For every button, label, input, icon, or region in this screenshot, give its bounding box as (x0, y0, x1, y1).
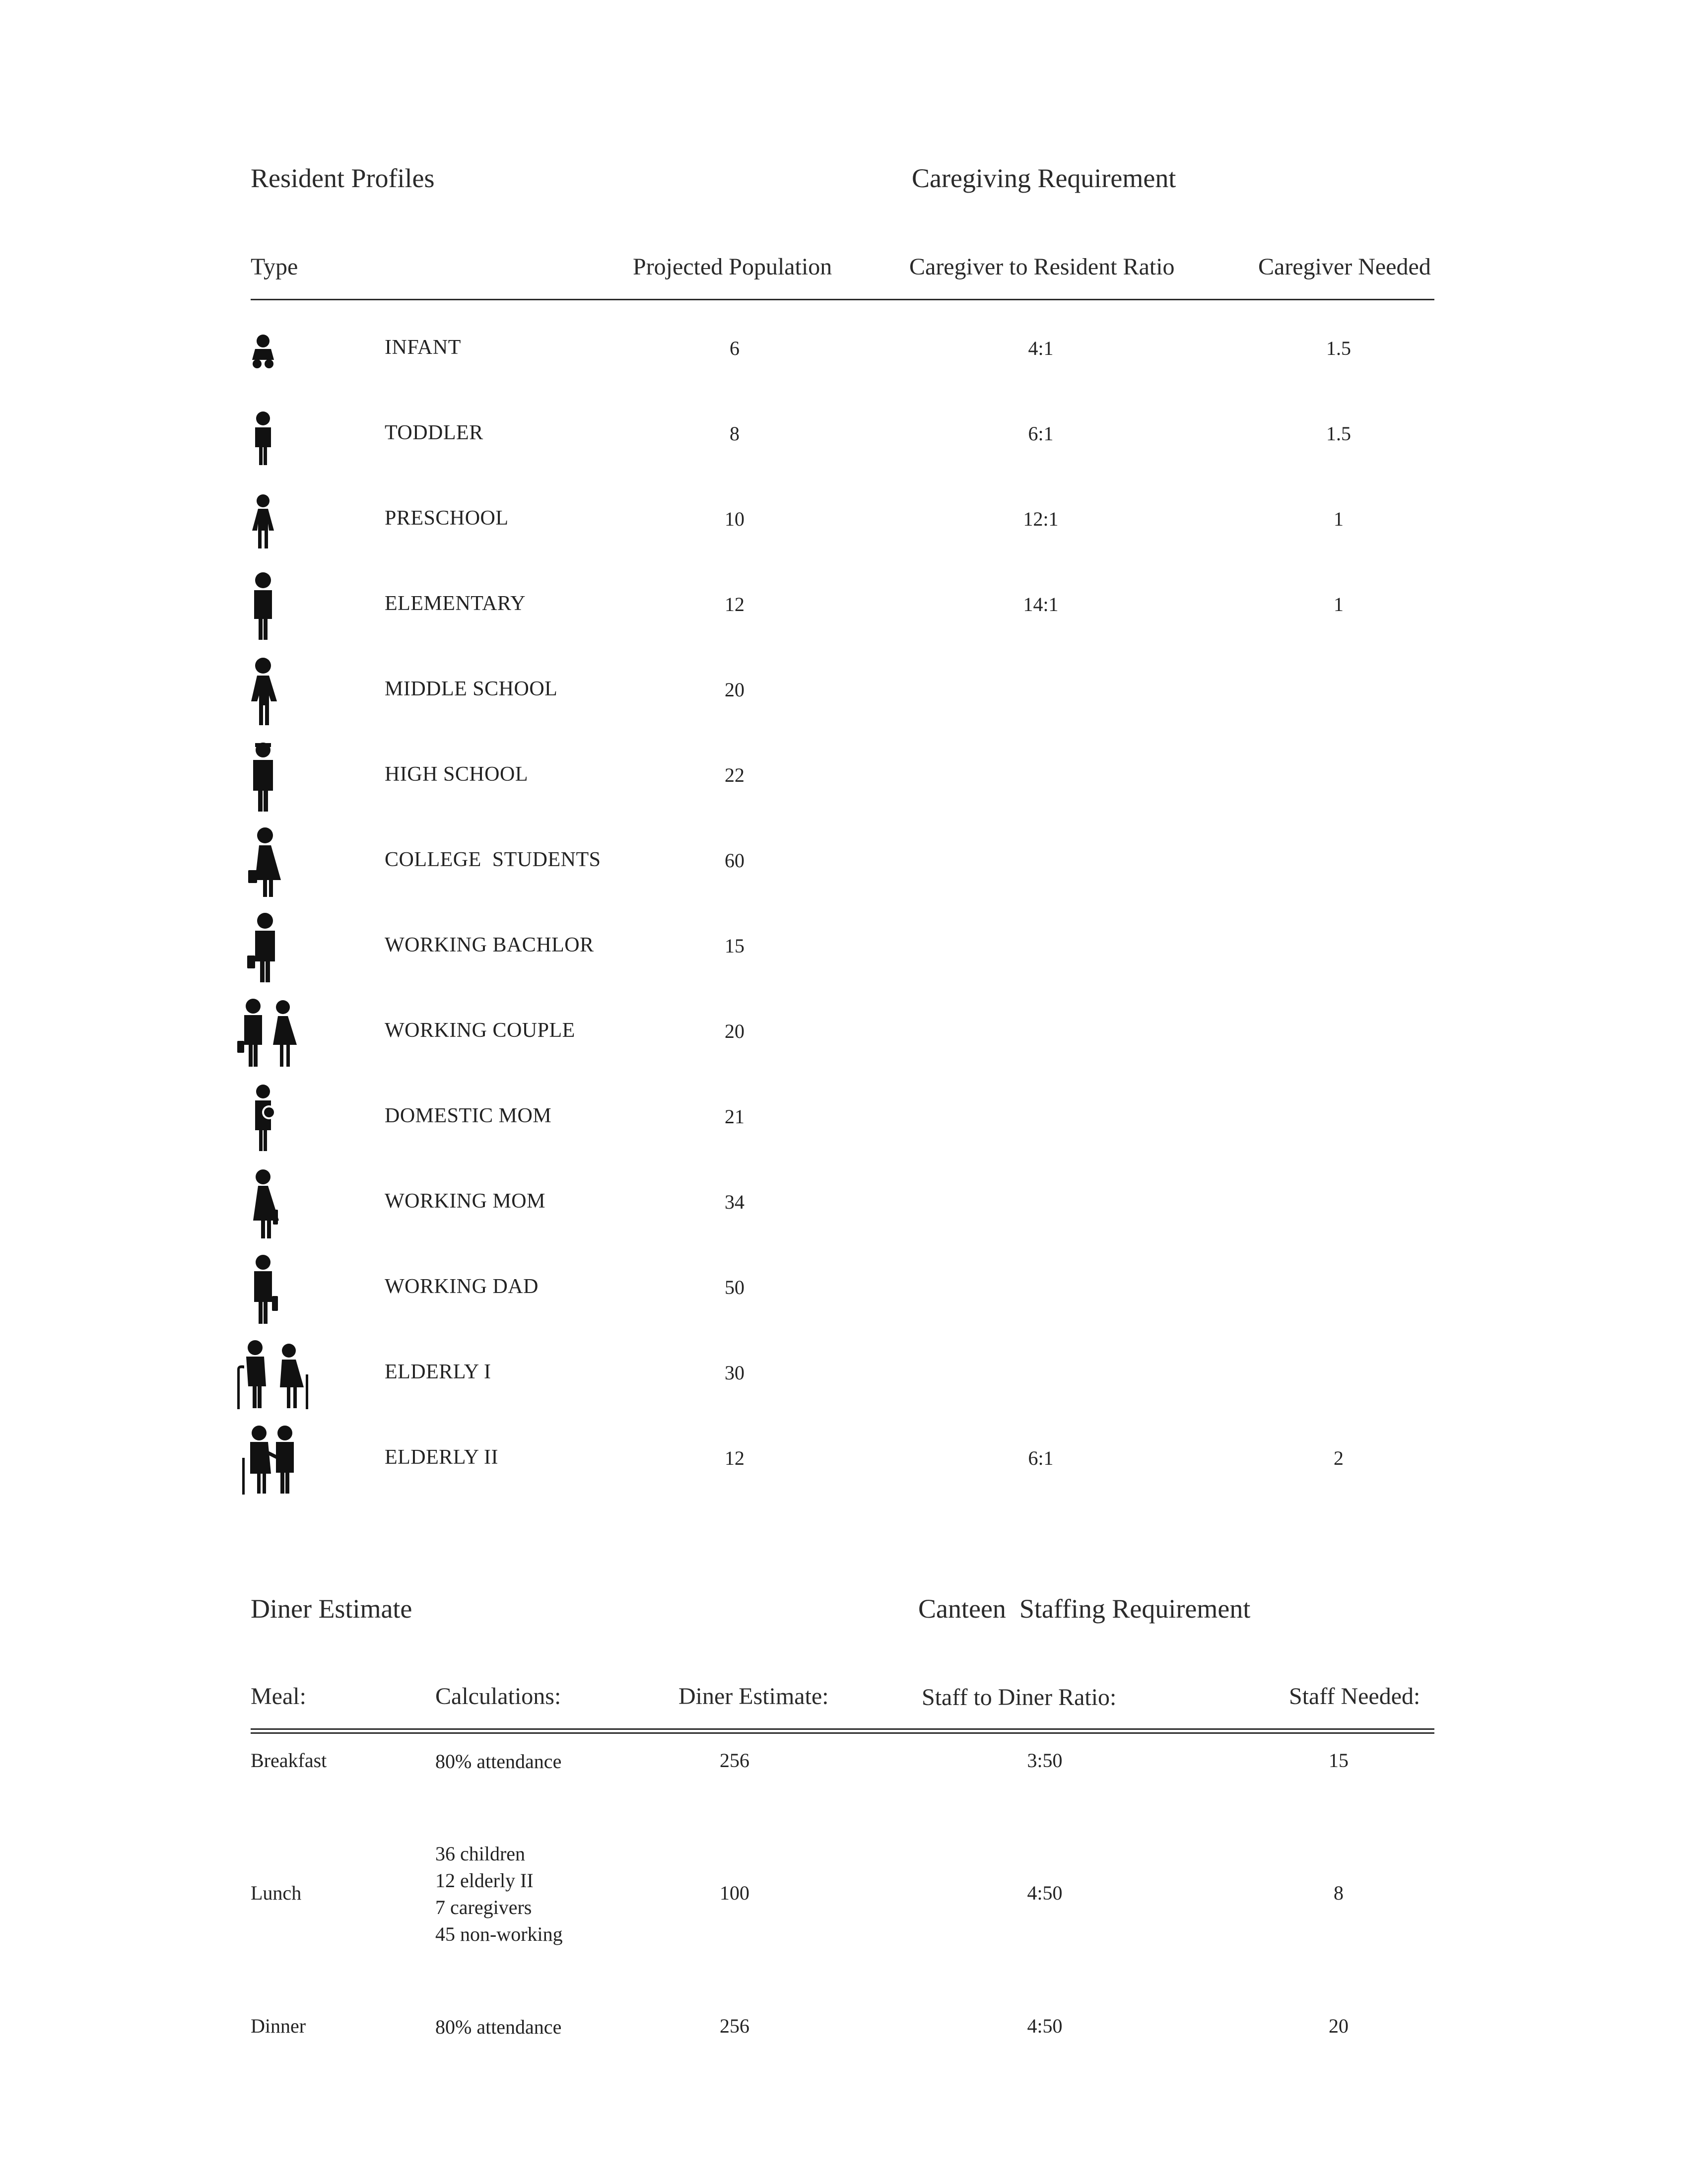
projected-population-value: 12 (725, 1447, 744, 1469)
calculation-line: 80% attendance (435, 1750, 562, 1773)
resident-profiles-title: Resident Profiles (251, 163, 435, 193)
infant-icon (233, 315, 333, 385)
meal-calculations (435, 1748, 561, 1775)
elderly-couple-icon (233, 1340, 333, 1409)
middle-school-icon (233, 657, 333, 726)
resident-type-label: TODDLER (385, 421, 483, 444)
staff-ratio-value: 4:50 (1027, 2015, 1063, 2037)
caregiver-ratio-value: 6:1 (1028, 422, 1054, 445)
caregiver-needed-value: 2 (1334, 1447, 1344, 1469)
college-student-icon (233, 827, 333, 897)
resident-type-label: WORKING BACHLOR (385, 934, 594, 956)
meal-header: Meal: (251, 1683, 306, 1709)
calculation-line: 45 non-working (435, 1923, 563, 1945)
staff-ratio-value: 4:50 (1027, 1882, 1063, 1904)
toddler-icon (233, 401, 333, 470)
calculation-line: 36 children (435, 1843, 526, 1865)
caregiver-needed-value: 1.5 (1326, 337, 1351, 359)
projected-population-value: 12 (725, 593, 744, 615)
resident-type-label: ELDERLY I (385, 1361, 491, 1383)
resident-type-label: ELDERLY II (385, 1446, 499, 1469)
resident-type-label: PRESCHOOL (385, 507, 509, 530)
staff-needed-value: 20 (1329, 2015, 1349, 2037)
diner-estimate-value: 100 (720, 1882, 749, 1904)
elementary-icon (233, 571, 333, 641)
elderly-assisted-icon (233, 1425, 333, 1495)
resident-type-label: DOMESTIC MOM (385, 1104, 552, 1127)
resident-type-label: HIGH SCHOOL (385, 763, 528, 786)
ratio-header: Caregiver to Resident Ratio (909, 254, 1175, 280)
caregiver-needed-value: 1.5 (1326, 422, 1351, 445)
resident-type-label: WORKING MOM (385, 1190, 545, 1213)
meal-calculations (435, 2014, 561, 2041)
caregiver-ratio-value: 6:1 (1028, 1447, 1054, 1469)
caregiver-ratio-value: 14:1 (1023, 593, 1059, 615)
staff-ratio-header: Staff to Diner Ratio: (922, 1684, 1117, 1710)
projected-population-value: 8 (730, 422, 740, 445)
diner-estimate-title: Diner Estimate (251, 1594, 412, 1624)
resident-type-label: INFANT (385, 336, 461, 359)
projected-population-value: 20 (725, 1020, 744, 1042)
calculations-header: Calculations: (435, 1683, 561, 1709)
caregiver-needed-value: 1 (1334, 508, 1344, 530)
projected-population-value: 15 (725, 935, 744, 957)
staff-needed-value: 8 (1334, 1882, 1344, 1904)
domestic-mom-icon (233, 1084, 333, 1153)
calculation-line: 12 elderly II (435, 1869, 534, 1892)
projected-population-value: 10 (725, 508, 744, 530)
population-header: Projected Population (633, 254, 832, 280)
high-school-icon (233, 742, 333, 812)
preschool-icon (233, 486, 333, 555)
staff-needed-header: Staff Needed: (1289, 1683, 1420, 1709)
meal-name: Breakfast (251, 1749, 327, 1772)
type-header: Type (251, 254, 298, 280)
diner-estimate-value: 256 (720, 1749, 749, 1772)
working-couple-icon (233, 998, 333, 1068)
resident-type-label: WORKING COUPLE (385, 1019, 575, 1042)
projected-population-value: 6 (730, 337, 740, 359)
caregiving-requirement-title: Caregiving Requirement (912, 163, 1176, 193)
diner-header-rule-bottom (251, 1732, 1434, 1734)
resident-type-label: ELEMENTARY (385, 592, 526, 615)
projected-population-value: 21 (725, 1105, 744, 1128)
projected-population-value: 50 (725, 1276, 744, 1298)
projected-population-value: 22 (725, 764, 744, 786)
diner-estimate-header: Diner Estimate: (678, 1683, 829, 1709)
resident-header-rule (251, 299, 1434, 300)
caregiver-ratio-value: 4:1 (1028, 337, 1054, 359)
calculation-line: 7 caregivers (435, 1896, 532, 1918)
projected-population-value: 60 (725, 849, 744, 872)
caregiver-needed-value: 1 (1334, 593, 1344, 615)
calculation-line: 80% attendance (435, 2016, 562, 2038)
staff-ratio-value: 3:50 (1027, 1749, 1063, 1772)
canteen-staffing-title: Canteen Staffing Requirement (918, 1594, 1251, 1624)
working-mom-icon (233, 1169, 333, 1238)
resident-type-label: MIDDLE SCHOOL (385, 678, 558, 700)
caregiver-ratio-value: 12:1 (1023, 508, 1059, 530)
staff-needed-value: 15 (1329, 1749, 1349, 1772)
projected-population-value: 34 (725, 1191, 744, 1213)
projected-population-value: 30 (725, 1362, 744, 1384)
projected-population-value: 20 (725, 679, 744, 701)
meal-name: Lunch (251, 1882, 302, 1904)
working-bachelor-icon (233, 913, 333, 982)
resident-type-label: WORKING DAD (385, 1275, 539, 1298)
diner-header-rule-top (251, 1728, 1434, 1730)
meal-name: Dinner (251, 2015, 306, 2037)
meal-calculations (435, 1841, 563, 1948)
caregiver-needed-header: Caregiver Needed (1258, 254, 1431, 280)
working-dad-icon (233, 1254, 333, 1324)
diner-estimate-value: 256 (720, 2015, 749, 2037)
resident-type-label: COLLEGE STUDENTS (385, 848, 601, 871)
